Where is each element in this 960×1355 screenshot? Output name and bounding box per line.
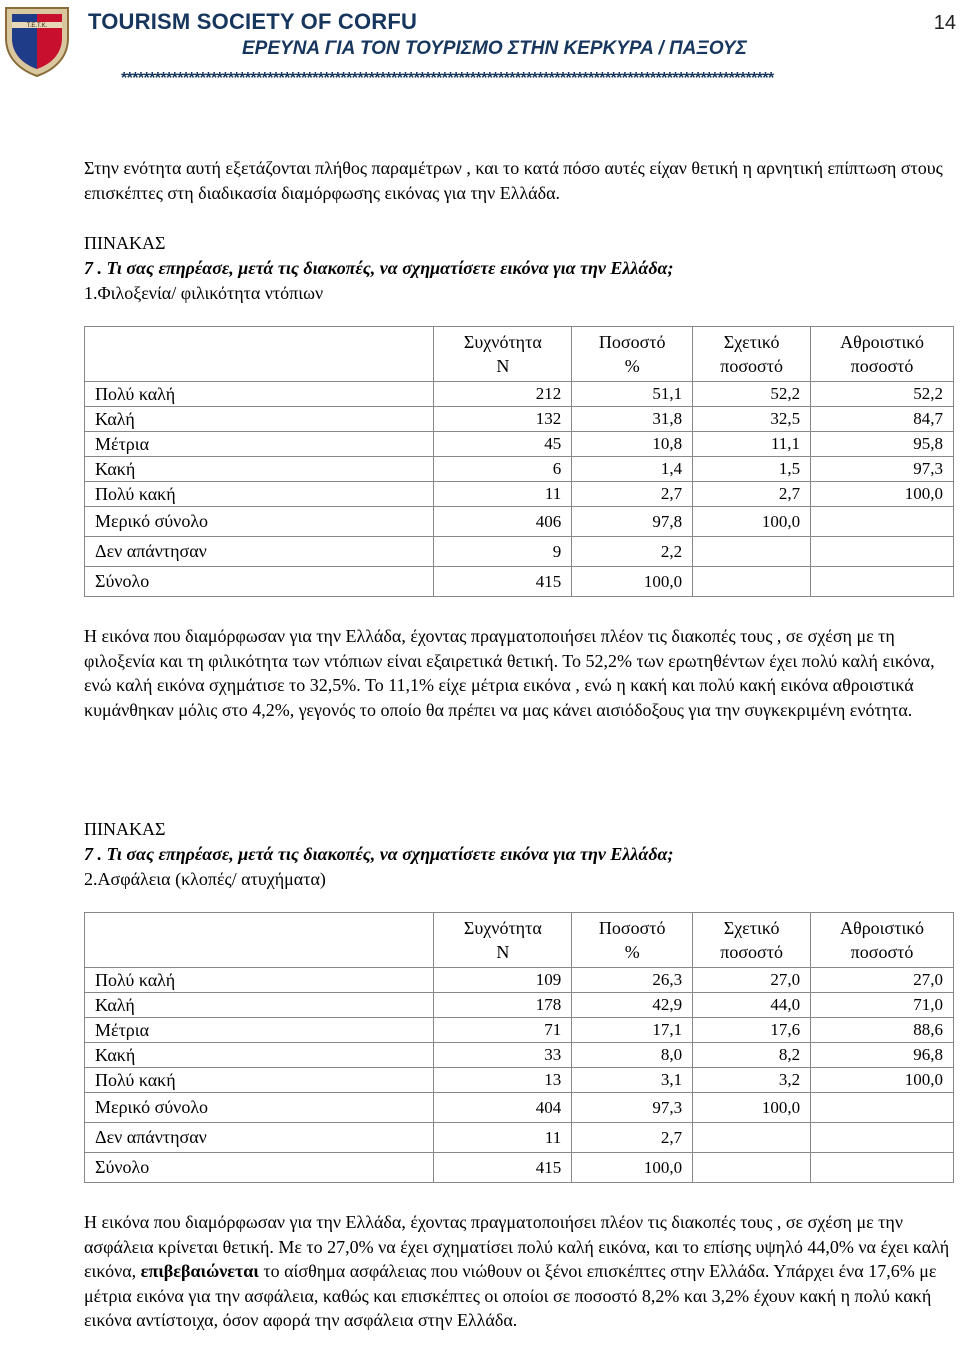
table-cell: 132 <box>434 407 572 432</box>
table-row <box>85 407 954 432</box>
table-cell: 2,7 <box>693 482 811 507</box>
section-2-heading <box>84 817 954 892</box>
table-cell: 52,2 <box>811 382 954 407</box>
row-label: Μέτρια <box>85 1018 434 1043</box>
table-cell: 6 <box>434 457 572 482</box>
commentary-emphasis: επιβεβαιώνεται <box>136 1261 259 1281</box>
table-cell: 97,3 <box>572 1093 693 1123</box>
table-row <box>85 382 954 407</box>
table-row <box>85 432 954 457</box>
table-cell: 2,7 <box>572 482 693 507</box>
column-header: Αθροιστικό ποσοστό <box>811 913 954 968</box>
section-1-heading <box>84 231 954 306</box>
table-cell: 8,2 <box>693 1043 811 1068</box>
table-cell: 17,6 <box>693 1018 811 1043</box>
page-number: 14 <box>933 12 956 34</box>
row-label: Σύνολο <box>85 1153 434 1183</box>
column-header: Ποσοστό % <box>572 327 693 382</box>
row-label: Καλή <box>85 407 434 432</box>
table-cell: 2,2 <box>572 537 693 567</box>
table-cell: 406 <box>434 507 572 537</box>
table-cell: 13 <box>434 1068 572 1093</box>
commentary-text: Η εικόνα που διαμόρφωσαν για την Ελλάδα, έχοντας πραγματοποιήσει πλέον τις διακοπές τους , σε σχέση με την ασφάλεια κρίνεται θετική. Με το 27,0% να έχει σχηματίσει πολύ καλή εικόνα, και το επίσης υψηλό 44,0% να έχει καλή εικόνα, <box>84 1212 950 1281</box>
table-cell: 2,7 <box>572 1123 693 1153</box>
row-label: Πολύ κακή <box>85 1068 434 1093</box>
table-cell: 11 <box>434 1123 572 1153</box>
header-subtitle: ΕΡΕΥΝΑ ΓΙΑ ΤΟΝ ΤΟΥΡΙΣΜΟ ΣΤΗΝ ΚΕΡΚΥΡΑ / ΠΑΞΟΥΣ <box>242 38 747 59</box>
commentary-hospitality: Η εικόνα που διαμόρφωσαν για την Ελλάδα, έχοντας πραγματοποιήσει πλέον τις διακοπές τους , σε σχέση με τη φιλοξενία και τη φιλικότητα των ντόπιων είναι εξαιρετικά θετική. Το 52,2% των ερωτηθέντων έχει πολύ καλή εικόνα, ενώ καλή εικόνα σχημάτισε το 32,5%. Το 11,1% είχε μέτρια εικόνα , ενώ η κακή και πολύ κακή εικόνα αθροιστικά κυμάνθηκαν μόλις στο 4,2%, γεγονός το οποίο θα πρέπει να μας κάνει αισιόδοξους για την συγκεκριμένη ενότητα. <box>84 626 935 720</box>
table-cell: 1,4 <box>572 457 693 482</box>
table-cell: 45 <box>434 432 572 457</box>
table-cell <box>693 567 811 597</box>
row-label: Δεν απάντησαν <box>85 1123 434 1153</box>
column-header <box>85 327 434 382</box>
svg-text:Τ.Ε.Τ.Κ.: Τ.Ε.Τ.Κ. <box>26 23 48 29</box>
table-subtitle: 2.Ασφάλεια (κλοπές/ ατυχήματα) <box>84 869 326 889</box>
table-cell <box>811 567 954 597</box>
row-label: Μέτρια <box>85 432 434 457</box>
column-header: Αθροιστικό ποσοστό <box>811 327 954 382</box>
table-cell: 17,1 <box>572 1018 693 1043</box>
column-header: Ποσοστό % <box>572 913 693 968</box>
table-cell: 96,8 <box>811 1043 954 1068</box>
table-cell: 415 <box>434 1153 572 1183</box>
table-cell: 84,7 <box>811 407 954 432</box>
question-title: 7 . Τι σας επηρέασε, μετά τις διακοπές, να σχηματίσετε εικόνα για την Ελλάδα; <box>84 258 674 278</box>
table-cell: 51,1 <box>572 382 693 407</box>
table-cell: 88,6 <box>811 1018 954 1043</box>
organization-name: TOURISM SOCIETY OF CORFU <box>88 9 418 34</box>
table-cell: 31,8 <box>572 407 693 432</box>
society-shield-logo <box>2 4 72 78</box>
table-row <box>85 993 954 1018</box>
table-cell: 97,8 <box>572 507 693 537</box>
table-cell: 415 <box>434 567 572 597</box>
table-cell <box>693 537 811 567</box>
table-label: ΠΙΝΑΚΑΣ <box>84 233 166 253</box>
table-cell: 26,3 <box>572 968 693 993</box>
row-label: Μερικό σύνολο <box>85 507 434 537</box>
table-cell: 71,0 <box>811 993 954 1018</box>
table-cell: 95,8 <box>811 432 954 457</box>
table-cell: 8,0 <box>572 1043 693 1068</box>
row-label: Πολύ κακή <box>85 482 434 507</box>
table-subtitle: 1.Φιλοξενία/ φιλικότητα ντόπιων <box>84 283 324 303</box>
table-row <box>85 1093 954 1123</box>
table-cell <box>811 1123 954 1153</box>
table-cell <box>811 1153 954 1183</box>
table-cell: 178 <box>434 993 572 1018</box>
table-cell: 212 <box>434 382 572 407</box>
table-cell <box>811 537 954 567</box>
page-header <box>0 0 960 90</box>
table-cell: 97,3 <box>811 457 954 482</box>
table-cell <box>693 1123 811 1153</box>
header-star-rule: ******************************************************************************************************************** <box>121 70 774 87</box>
table-row <box>85 968 954 993</box>
table-cell: 100,0 <box>811 1068 954 1093</box>
row-label: Δεν απάντησαν <box>85 537 434 567</box>
table-cell: 100,0 <box>572 567 693 597</box>
table-cell: 27,0 <box>811 968 954 993</box>
table-cell: 3,1 <box>572 1068 693 1093</box>
table-cell: 100,0 <box>811 482 954 507</box>
commentary-safety <box>84 1210 954 1333</box>
row-label: Μερικό σύνολο <box>85 1093 434 1123</box>
table-cell: 27,0 <box>693 968 811 993</box>
table-row <box>85 457 954 482</box>
table-header-row <box>85 327 954 382</box>
table-cell: 9 <box>434 537 572 567</box>
row-label: Πολύ καλή <box>85 382 434 407</box>
frequency-table-safety <box>84 912 954 1183</box>
row-label: Κακή <box>85 457 434 482</box>
intro-paragraph: Στην ενότητα αυτή εξετάζονται πλήθος παραμέτρων , και το κατά πόσο αυτές είχαν θετική η αρνητική επίπτωση στους επισκέπτες στη διαδικασία διαμόρφωσης εικόνας για την Ελλάδα. <box>84 158 943 203</box>
table-row <box>85 1043 954 1068</box>
row-label: Καλή <box>85 993 434 1018</box>
row-label: Κακή <box>85 1043 434 1068</box>
table-cell <box>811 507 954 537</box>
table-cell: 52,2 <box>693 382 811 407</box>
table-cell <box>693 1153 811 1183</box>
table-cell <box>811 1093 954 1123</box>
table-row <box>85 567 954 597</box>
table-cell: 42,9 <box>572 993 693 1018</box>
table-cell: 100,0 <box>693 1093 811 1123</box>
table-row <box>85 1153 954 1183</box>
table-header-row <box>85 913 954 968</box>
column-header <box>85 913 434 968</box>
table-row <box>85 482 954 507</box>
table-row <box>85 1123 954 1153</box>
table-cell: 1,5 <box>693 457 811 482</box>
question-title: 7 . Τι σας επηρέασε, μετά τις διακοπές, να σχηματίσετε εικόνα για την Ελλάδα; <box>84 844 674 864</box>
table-row <box>85 537 954 567</box>
table-cell: 404 <box>434 1093 572 1123</box>
table-row <box>85 1068 954 1093</box>
column-header: Σχετικό ποσοστό <box>693 913 811 968</box>
table-cell: 33 <box>434 1043 572 1068</box>
table-row <box>85 1018 954 1043</box>
row-label: Πολύ καλή <box>85 968 434 993</box>
table-cell: 100,0 <box>693 507 811 537</box>
column-header: Σχετικό ποσοστό <box>693 327 811 382</box>
column-header: Συχνότητα N <box>434 327 572 382</box>
table-cell: 11 <box>434 482 572 507</box>
table-cell: 71 <box>434 1018 572 1043</box>
frequency-table-hospitality <box>84 326 954 597</box>
row-label: Σύνολο <box>85 567 434 597</box>
table-row <box>85 507 954 537</box>
table-cell: 11,1 <box>693 432 811 457</box>
table-label: ΠΙΝΑΚΑΣ <box>84 819 166 839</box>
column-header: Συχνότητα N <box>434 913 572 968</box>
commentary-text: το αίσθημα ασφάλειας που νιώθουν οι ξένοι επισκέπτες στην Ελλάδα. Υπάρχει ένα 17,6% με μέτρια εικόνα για την ασφάλεια, καθώς και επισκέπτες οι οποίοι σε ποσοστό 8,2% και 3,2% έχουν κακή η πολύ κακή εικόνα αντίστοιχα, όσον αφορά την ασφάλεια στην Ελλάδα. <box>84 1261 937 1330</box>
table-cell: 44,0 <box>693 993 811 1018</box>
table-cell: 3,2 <box>693 1068 811 1093</box>
table-cell: 10,8 <box>572 432 693 457</box>
table-cell: 100,0 <box>572 1153 693 1183</box>
table-cell: 109 <box>434 968 572 993</box>
table-cell: 32,5 <box>693 407 811 432</box>
